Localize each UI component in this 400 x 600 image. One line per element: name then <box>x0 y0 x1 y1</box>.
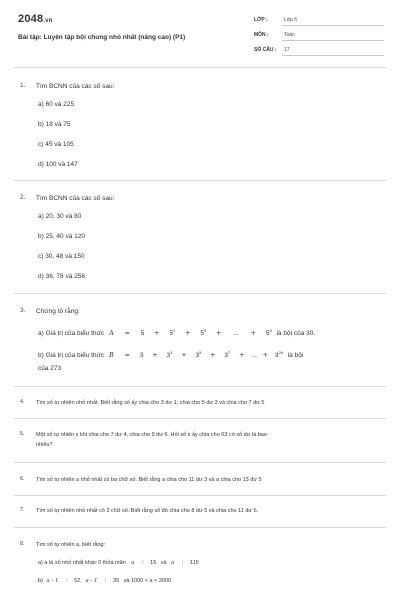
math-term: 3 <box>139 352 144 359</box>
math-variable: A <box>108 329 114 337</box>
math-operator: = <box>124 329 130 337</box>
question-text: Tìm số tự nhiên a nhỏ nhất có ba chữ số. Biết rằng a chia cho 11 dư 3 và a chia cho 13 dư 5 <box>36 477 262 483</box>
question-number: 3. <box>20 307 26 314</box>
condition-a-row <box>38 560 199 566</box>
divider <box>14 67 386 68</box>
expression-a-row <box>38 329 315 337</box>
question-text: Tìm BCNN của các số sau: <box>36 195 115 202</box>
expression-label: b) Giá trị của biểu thức <box>38 352 105 359</box>
math-ellipsis: ... <box>251 352 257 359</box>
meta-label: LỚP : <box>254 17 268 23</box>
sub-item: d) 100 và 147 <box>38 161 78 168</box>
divider <box>14 180 386 181</box>
divider <box>14 462 386 463</box>
question-number: 4. <box>20 399 25 405</box>
divider <box>14 527 386 528</box>
math-operator: + <box>250 329 256 337</box>
sub-item: a) 20, 30 và 80 <box>38 213 82 220</box>
math-operator: + <box>210 351 216 359</box>
meta-underline <box>282 40 384 41</box>
divider <box>14 386 386 387</box>
meta-label: SỐ CÂU : <box>254 47 277 53</box>
math-expression: a - 1 <box>46 578 59 584</box>
divides-symbol: ⋮ <box>140 560 146 566</box>
divides-symbol: ⋮ <box>179 560 186 566</box>
question-number: 5. <box>20 431 25 437</box>
math-operator: + <box>216 329 222 337</box>
math-number: 115 <box>189 560 199 566</box>
sub-item: c) 30, 48 và 150 <box>38 253 85 260</box>
expression-label: a) Giá trị của biểu thức <box>38 330 105 337</box>
divides-symbol: ⋮ <box>102 578 109 584</box>
condition-b-row <box>38 578 171 584</box>
math-term: $3^{29}$ <box>274 349 283 359</box>
math-term: $5^3$ <box>200 327 207 337</box>
question-text: Chứng tỏ rằng: <box>36 308 80 315</box>
divider <box>14 293 386 294</box>
math-operator: + <box>185 329 191 337</box>
math-number: 15 <box>150 560 157 566</box>
divider <box>14 418 386 419</box>
meta-label: MÔN : <box>254 32 269 38</box>
sub-item: b) 18 và 75 <box>38 121 71 128</box>
divider <box>14 495 386 496</box>
question-text: Tìm số tự nhiên nhỏ nhất có 3 chữ số. Biết rằng số đó chia cho 8 dư 5 và chia cho 11 dư 6. <box>36 508 259 514</box>
question-number: 8. <box>20 541 25 547</box>
condition-text: và 1000 < a < 2000 <box>123 578 172 584</box>
page-header <box>0 0 400 66</box>
logo <box>18 13 53 25</box>
meta-value: 17 <box>284 47 290 53</box>
question-number: 6. <box>20 476 25 482</box>
math-term: $3^7$ <box>224 349 231 359</box>
math-number: 35 <box>113 578 120 584</box>
sub-item: a) 60 và 225 <box>38 101 75 108</box>
math-operator: + <box>154 329 160 337</box>
sub-item: c) 45 và 105 <box>38 141 74 148</box>
math-term: 5 <box>140 330 145 337</box>
math-expression: a - 1 <box>85 578 98 584</box>
math-number: 52, <box>74 578 82 584</box>
math-variable: a <box>131 560 135 566</box>
math-operator: + <box>262 351 269 359</box>
logo-text: 2048 <box>18 13 44 25</box>
math-term: $5^8$ <box>265 327 272 337</box>
meta-underline <box>282 55 384 56</box>
expression-b-row <box>38 351 303 359</box>
page-title: Bài tập: Luyện tập bội chung nhỏ nhất (nâng cao) (P1) <box>18 34 186 41</box>
question-text: Tìm số tự nhiên nhỏ nhất. Biết rằng số ấy chia cho 3 dư 1, chia cho 5 dư 3 và chia cho 7 dư 5 <box>36 400 265 406</box>
expression-suffix: là bội <box>287 352 304 359</box>
condition-text: a) a là số nhỏ nhất khác 0 thỏa mãn <box>38 560 126 566</box>
question-number: 7. <box>20 507 25 513</box>
condition-text: và <box>160 560 167 566</box>
question-text: Tìm số tự nhiên a, biết rằng: <box>36 542 106 548</box>
math-term: $3^3$ <box>166 349 173 359</box>
sub-item: d) 36, 78 và 256 <box>38 273 85 280</box>
math-operator: = <box>124 351 130 359</box>
math-term: $3^5$ <box>195 349 202 359</box>
math-operator: + <box>239 351 245 359</box>
meta-underline <box>282 25 384 26</box>
condition-label: b) <box>38 578 43 584</box>
divides-symbol: ⋮ <box>64 578 70 584</box>
math-term: $5^2$ <box>169 327 176 337</box>
meta-value: Lớp 6 <box>284 17 298 23</box>
expression-continuation: của 273 <box>38 365 62 372</box>
math-operator: + <box>152 351 158 359</box>
question-text: Một số tự nhiên x khi chia cho 7 dư 4, chia cho 9 dư 6. Hỏi số x ấy chia cho 63 có số dư là bao <box>36 432 267 438</box>
math-ellipsis: ... <box>233 330 239 337</box>
expression-suffix: là bội của 30. <box>276 330 316 337</box>
meta-value: Toán <box>284 32 295 38</box>
math-operator: + <box>181 351 187 359</box>
question-text-continuation: nhiêu? <box>36 442 53 448</box>
question-number: 2. <box>20 194 26 201</box>
question-number: 1. <box>20 82 26 89</box>
logo-suffix: .vn <box>43 18 53 24</box>
sub-item: b) 25, 40 và 120 <box>38 233 85 240</box>
math-variable: a <box>171 560 175 566</box>
question-text: Tìm BCNN của các số sau: <box>36 83 115 90</box>
math-variable: B <box>108 351 114 359</box>
